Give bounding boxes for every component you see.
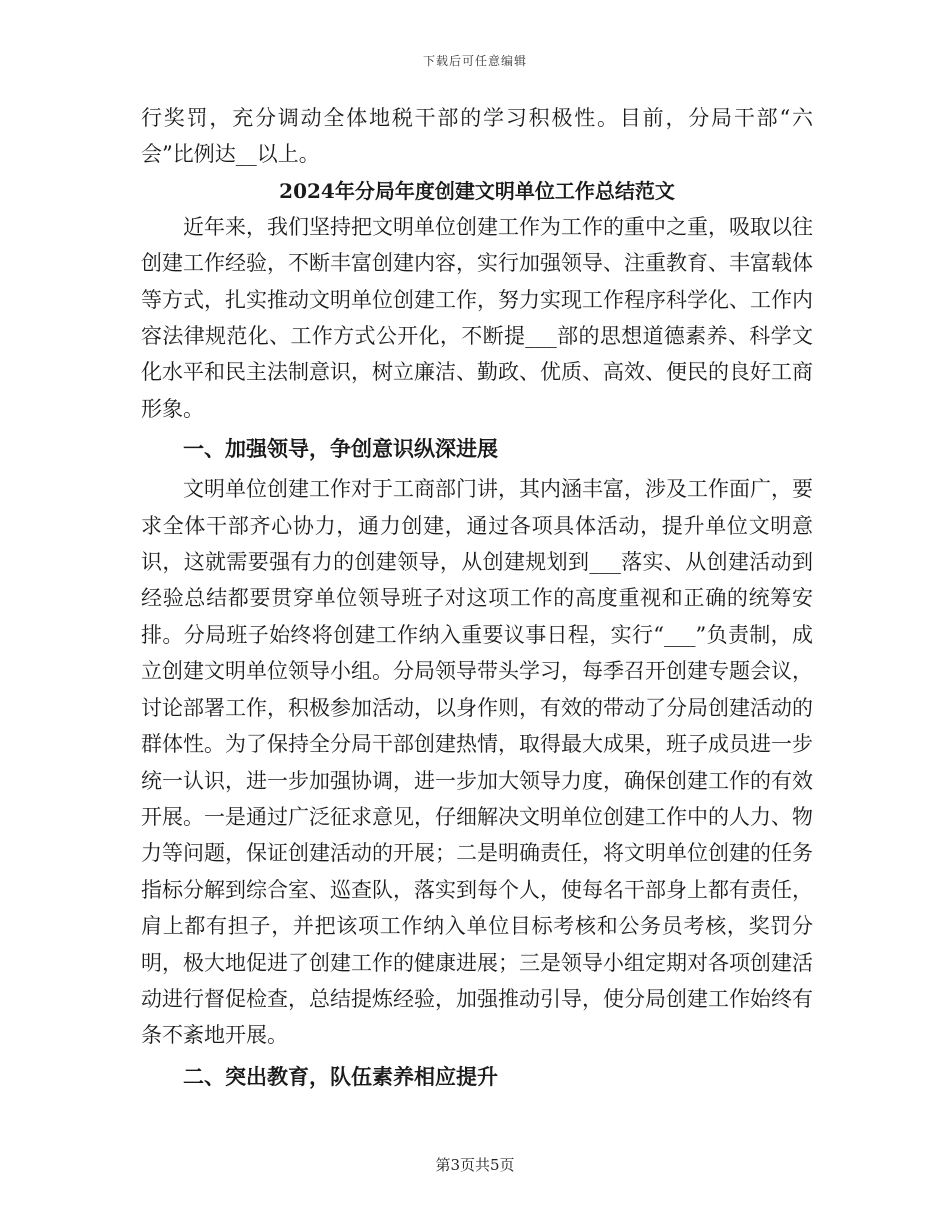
header-note: 下载后可任意编辑 bbox=[422, 54, 527, 68]
document-body bbox=[141, 100, 813, 1100]
paragraph-2: 文明单位创建工作对于工商部门讲，其内涵丰富，涉及工作面广，要求全体干部齐心协力，通力创建，通过各项具体活动，提升单位文明意识，这就需要强有力的创建领导，从创建规划到___落实、从创建活动到经验总结都要贯穿单位领导班子对这项工作的高度重视和正确的统筹安排。分局班子始终将创建工作纳入重要议事日程，实行“___”负责制，成立创建文明单位领导小组。分局领导带头学习，每季召开创建专题会议，讨论部署工作，积极参加活动，以身作则，有效的带动了分局创建活动的群体性。为了保持全分局干部创建热情，取得最大成果，班子成员进一步统一认识，进一步加强协调，进一步加大领导力度，确保创建工作的有效开展。一是通过广泛征求意见，仔细解决文明单位创建工作中的人力、物力等问题，保证创建活动的开展；二是明确责任，将文明单位创建的任务指标分解到综合室、巡查队，落实到每个人，使每名干部身上都有责任，肩上都有担子，并把该项工作纳入单位目标考核和公务员考核，奖罚分明，极大地促进了创建工作的健康进展；三是领导小组定期对各项创建活动进行督促检查，总结提炼经验，加强推动引导，使分局创建工作始终有条不紊地开展。 bbox=[141, 477, 813, 1048]
section-1-heading: 一、加强领导，争创意识纵深进展 bbox=[183, 436, 498, 462]
document-title: 2024年分局年度创建文明单位工作总结范文 bbox=[279, 178, 675, 203]
section-2-heading: 二、突出教育，队伍素养相应提升 bbox=[183, 1063, 498, 1089]
page-number: 第3页共5页 bbox=[435, 1156, 515, 1174]
paragraph-1: 近年来，我们坚持把文明单位创建工作为工作的重中之重，吸取以往创建工作经验，不断丰富创建内容，实行加强领导、注重教育、丰富载体等方式，扎实推动文明单位创建工作，努力实现工作程序科学化、工作内容法律规范化、工作方式公开化，不断提___部的思想道德素养、科学文化水平和民主法制意识，树立廉洁、勤政、优质、高效、便民的良好工商形象。 bbox=[141, 214, 813, 421]
intro-continuation: 行奖罚，充分调动全体地税干部的学习积极性。目前，分局干部“六会”比例达__以上。 bbox=[141, 106, 813, 167]
